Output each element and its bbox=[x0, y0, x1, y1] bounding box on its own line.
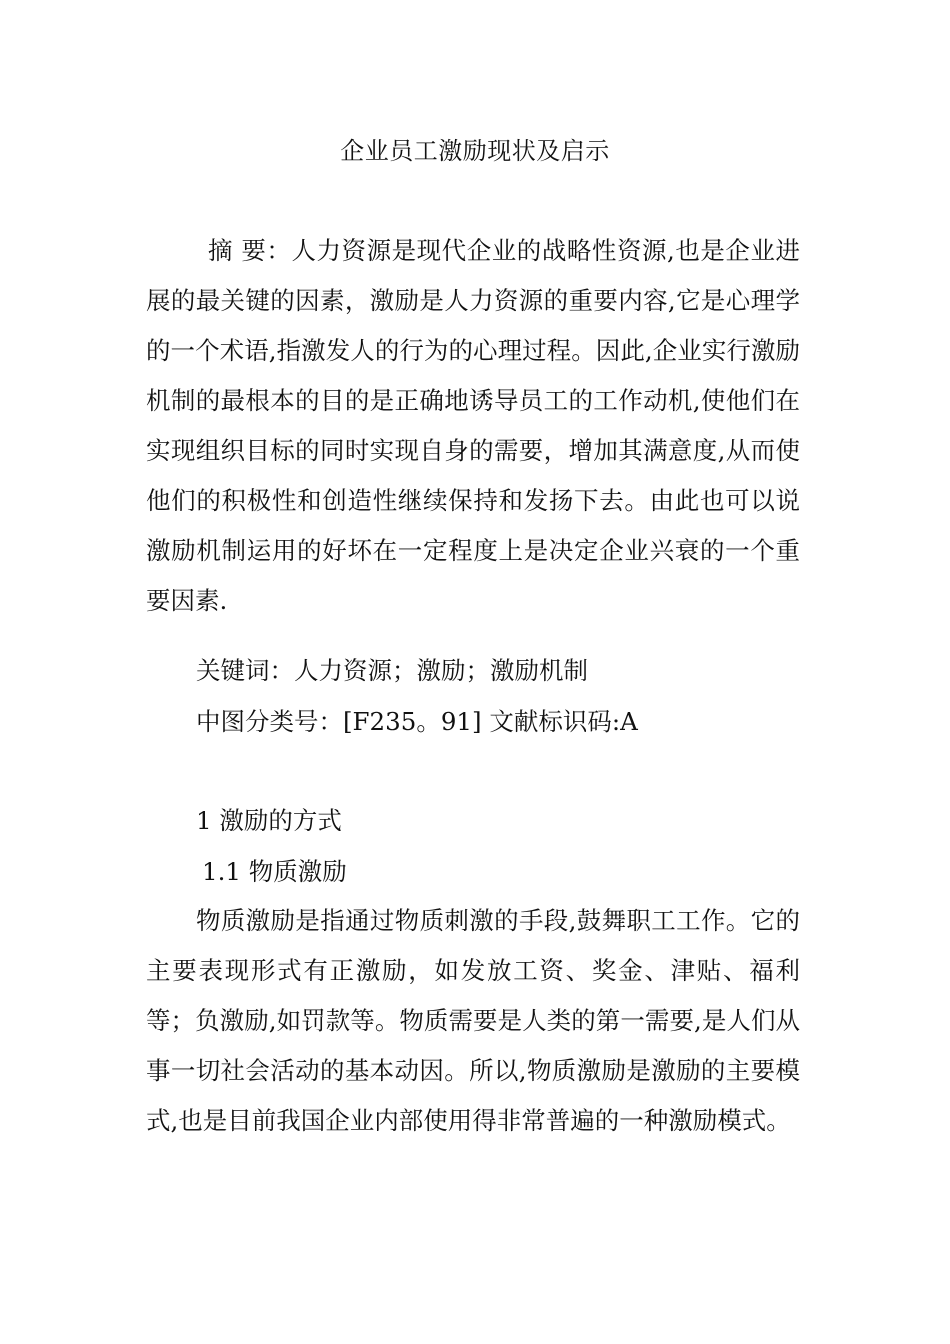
body-paragraph: 物质激励是指通过物质刺激的手段,鼓舞职工工作。它的主要表现形式有正激励，如发放工资、奖金、津贴、福利等；负激励,如罚款等。物质需要是人类的第一需要,是人们从事一切社会活动的基本动因。所以,物质激励是激励的主要模式,也是目前我国企业内部使用得非常普遍的一种激励模式。 bbox=[146, 906, 800, 1135]
section-heading: 1 激励的方式 bbox=[196, 806, 342, 835]
classification-line: 中图分类号：[F235。91] 文献标识码:A bbox=[196, 707, 638, 736]
abstract-text: 人力资源是现代企业的战略性资源,也是企业进展的最关键的因素，激励是人力资源的重要内容,它是心理学的一个术语,指激发人的行为的心理过程。因此,企业实行激励机制的最根本的目的是正确地诱导员工的工作动机,使他们在实现组织目标的同时实现自身的需要，增加其满意度,从而使他们的积极性和创造性继续保持和发扬下去。由此也可以说激励机制运用的好坏在一定程度上是决定企业兴衰的一个重要因素. bbox=[146, 236, 800, 615]
subsection-heading: 1.1 物质激励 bbox=[202, 857, 347, 886]
document-title: 企业员工激励现状及启示 bbox=[340, 137, 610, 165]
abstract-paragraph bbox=[146, 226, 800, 626]
keywords-line: 关键词：人力资源；激励；激励机制 bbox=[196, 656, 588, 685]
abstract-label: 摘 要： bbox=[208, 236, 292, 265]
